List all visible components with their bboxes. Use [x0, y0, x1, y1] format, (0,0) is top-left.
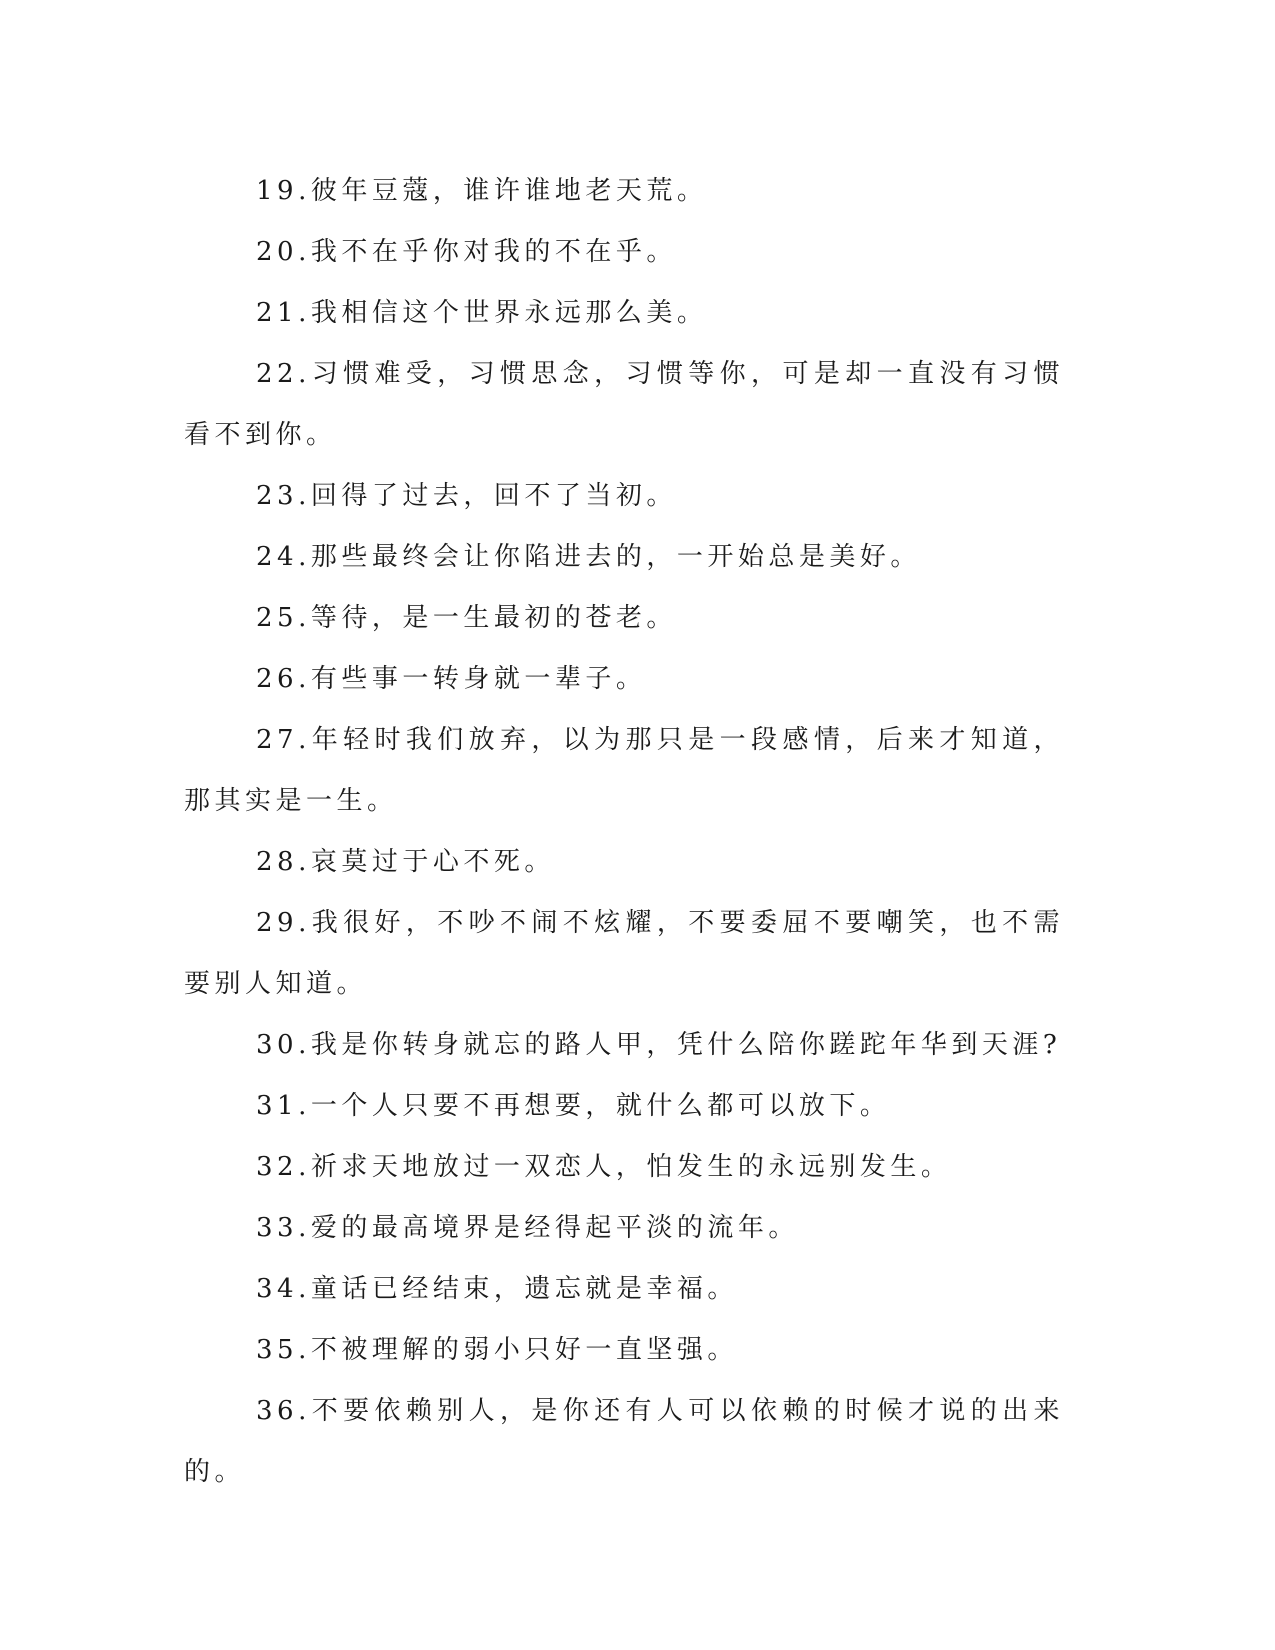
paragraph-32: 32.祈求天地放过一双恋人，怕发生的永远别发生。 — [256, 1152, 952, 1182]
paragraph-31: 31.一个人只要不再想要，就什么都可以放下。 — [256, 1091, 891, 1121]
paragraph-20: 20.我不在乎你对我的不在乎。 — [256, 237, 677, 267]
paragraph-29: 29.我很好，不吵不闹不炫耀，不要委屈不要嘲笑，也不需要别人知道。 — [184, 908, 1064, 999]
paragraph-30: 30.我是你转身就忘的路人甲，凭什么陪你蹉跎年华到天涯? — [256, 1030, 1062, 1060]
paragraph-19: 19.彼年豆蔻，谁许谁地老天荒。 — [256, 176, 708, 206]
paragraph-33: 33.爱的最高境界是经得起平淡的流年。 — [256, 1213, 799, 1243]
paragraph-25: 25.等待，是一生最初的苍老。 — [256, 603, 677, 633]
paragraph-28: 28.哀莫过于心不死。 — [256, 847, 555, 877]
document-body — [184, 161, 1064, 1503]
paragraph-36: 36.不要依赖别人，是你还有人可以依赖的时候才说的出来的。 — [184, 1396, 1064, 1487]
paragraph-26: 26.有些事一转身就一辈子。 — [256, 664, 647, 694]
paragraph-35: 35.不被理解的弱小只好一直坚强。 — [256, 1335, 738, 1365]
paragraph-27: 27.年轻时我们放弃，以为那只是一段感情，后来才知道，那其实是一生。 — [184, 725, 1064, 816]
paragraph-21: 21.我相信这个世界永远那么美。 — [256, 298, 708, 328]
paragraph-24: 24.那些最终会让你陷进去的，一开始总是美好。 — [256, 542, 921, 572]
paragraph-23: 23.回得了过去，回不了当初。 — [256, 481, 677, 511]
paragraph-22: 22.习惯难受，习惯思念，习惯等你，可是却一直没有习惯看不到你。 — [184, 359, 1064, 450]
paragraph-34: 34.童话已经结束，遗忘就是幸福。 — [256, 1274, 738, 1304]
